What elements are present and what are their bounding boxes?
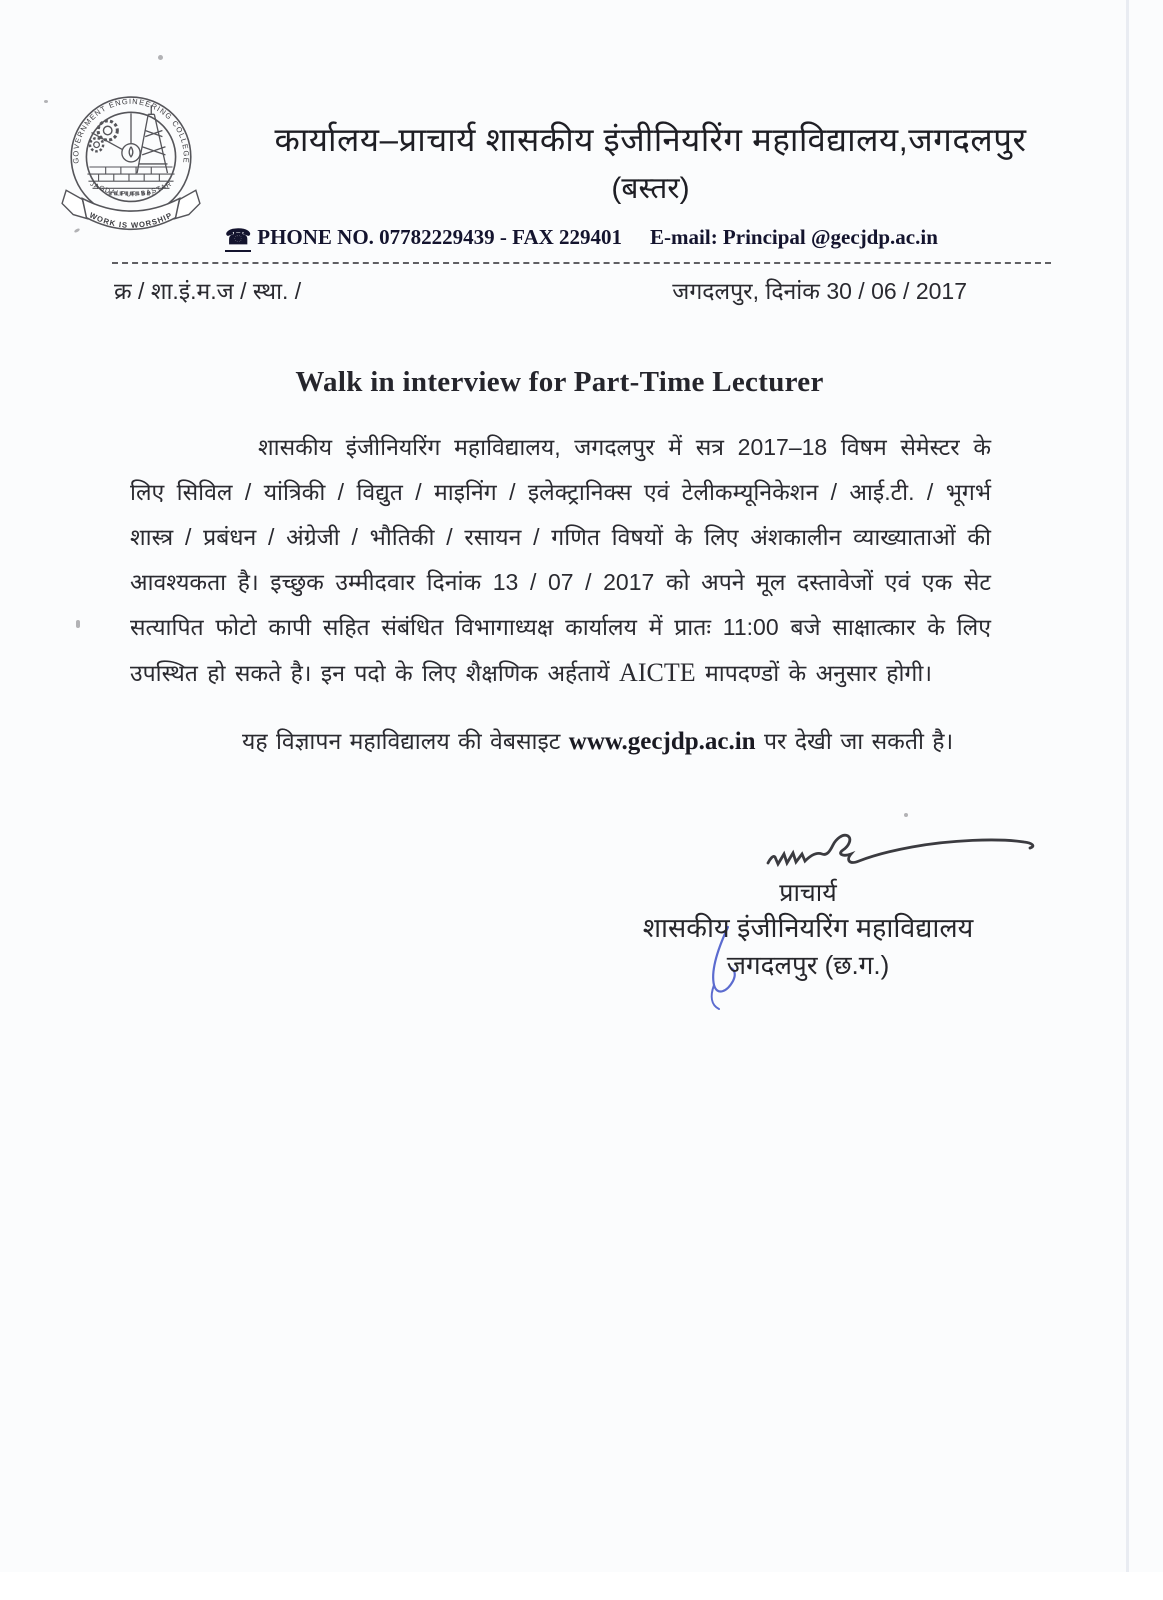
aicte-text: AICTE xyxy=(619,658,696,688)
page-edge-shadow xyxy=(1126,0,1129,1572)
signatory-designation: प्राचार्य xyxy=(779,879,837,907)
scan-speck xyxy=(44,100,48,103)
website-text: www.gecjdp.ac.in xyxy=(568,728,756,756)
signature-ink-icon xyxy=(760,816,1050,876)
college-seal-icon xyxy=(60,90,202,244)
para2-text-end: पर देखी जा सकती है। xyxy=(755,728,954,755)
logo-bottom-text: JAGDALPUR-BASTAR xyxy=(88,180,174,199)
signatory-place: जगदलपुर (छ.ग.) xyxy=(726,950,890,980)
signatory-organization: शासकीय इंजीनियरिंग महाविद्यालय xyxy=(642,913,974,943)
dashed-separator xyxy=(112,262,1051,264)
logo-banner-text: WORK IS WORSHIP xyxy=(87,210,175,230)
letterhead xyxy=(208,0,1093,209)
header-subtitle: (बस्तर) xyxy=(611,171,690,205)
college-logo xyxy=(60,90,202,244)
scan-speck xyxy=(158,55,163,60)
notice-body xyxy=(130,425,991,764)
body-paragraph-2 xyxy=(130,719,991,764)
signature-block xyxy=(628,876,988,984)
reference-number: क्र / शा.इं.म.ज / स्था. / xyxy=(114,278,302,305)
seal-gears-icon xyxy=(90,121,117,151)
para1-text-end: मापदण्डों के अनुसार होगी। xyxy=(695,660,933,687)
para1-text: शासकीय इंजीनियरिंग महाविद्यालय, जगदलपुर में सत्र 2017–18 विषम सेमेस्टर के लिए सिविल / यांत्रिकी / विद्युत / माइनिंग / इलेक्ट्रानिक्स एवं टेलीकम्यूनिकेशन / आई.टी. / भूगर्भ शास्त्र / प्रबंधन / अंग्रेजी / भौतिकी / रसायन / गणित विषयों के लिए अंशकालीन व्याख्याताओं की आवश्यकता है। इच्छुक उम्मीदवार दिनांक 13 / 07 / 2017 को अपने मूल दस्तावेजों एवं एक सेट सत्यापित फोटो कापी सहित संबंधित विभागाध्यक्ष कार्यालय में प्रातः 11:00 बजे साक्षात्कार के लिए उपस्थित हो सकते है। इन पदो के लिए शैक्षणिक अर्हतायें xyxy=(130,434,991,687)
para2-text: यह विज्ञापन महाविद्यालय की वेबसाइट xyxy=(242,728,569,755)
email-text: E-mail: Principal @gecjdp.ac.in xyxy=(650,225,938,250)
scan-speck xyxy=(76,620,80,628)
logo-top-text: GOVERNMENT ENGINEERING COLLEGE xyxy=(71,96,191,165)
body-paragraph-1 xyxy=(130,425,991,696)
phone-fax-text: PHONE NO. 07782229439 - FAX 229401 xyxy=(257,225,623,250)
reference-row xyxy=(114,274,967,306)
notice-title: Walk in interview for Part-Time Lecturer xyxy=(295,366,824,399)
telephone-icon: ☎ xyxy=(225,225,251,252)
place-date: जगदलपुर, दिनांक 30 / 06 / 2017 xyxy=(672,278,967,305)
header-title: कार्यालय–प्राचार्य शासकीय इंजीनियरिंग महाविद्यालय,जगदलपुर xyxy=(274,121,1027,158)
